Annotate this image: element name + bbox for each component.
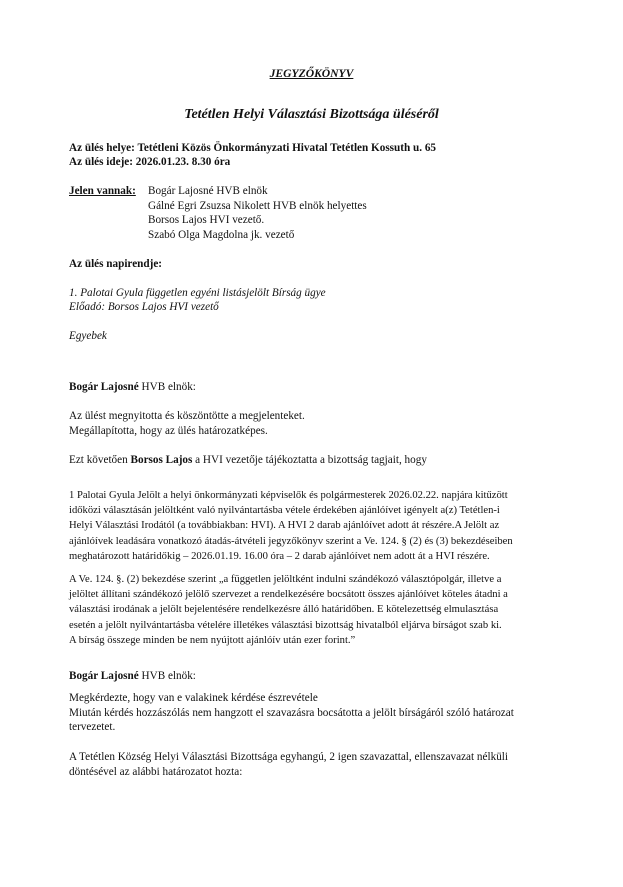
speaker2-heading (69, 669, 196, 684)
inform-post: a HVI vezetője tájékoztatta a bizottság tagjait, hogy (192, 454, 427, 466)
paragraph-line: meghatározott határidőkig – 2026.01.19. 16.00 óra – 2 darab ajánlóívet nem adott át a HVI részére. (69, 550, 490, 562)
speaker2-line: Miután kérdés hozzászólás nem hangzott el szavazásra bocsátotta a jelölt bírságáról szóló határozat (69, 707, 514, 719)
speaker2-role: HVB elnök: (138, 670, 196, 682)
paragraph-line: A bírság összege minden be nem nyújtott ajánlóív után ezer forint.” (69, 634, 356, 646)
speaker2-line: tervezetet. (69, 721, 116, 733)
speaker1-role: HVB elnök: (138, 381, 196, 393)
inform-sentence (69, 453, 427, 468)
paragraph-line: ajánlóívek leadására vonatkozó átadás-átvételi jegyzőkönyv szerint a Ve. 124. § (2) és (3) bekezdéseiben (69, 535, 513, 547)
speaker1-line: Az ülést megnyitotta és köszöntötte a megjelenteket. (69, 410, 305, 422)
paragraph-line: választási irodának a jelölt bejelentésére rendelkezésre álló határidőben. E kötelezettség elmulasztása (69, 604, 499, 616)
present-member: Borsos Lajos HVI vezető. (148, 214, 265, 226)
present-member: Gálné Egri Zsuzsa Nikolett HVB elnök helyettes (148, 200, 367, 212)
paragraph-line: jelöltet állítani szándékozó jelölő szervezet a rendelkezésére bocsátott összes ajánlóívet köteles átadni a (69, 589, 508, 601)
speaker1-heading (69, 380, 196, 395)
agenda-item: 1. Palotai Gyula független egyéni listásjelölt Bírság ügye (69, 287, 326, 299)
present-label: Jelen vannak: (69, 185, 136, 197)
agenda-presenter: Előadó: Borsos Lajos HVI vezető (69, 301, 219, 313)
inform-name: Borsos Lajos (130, 454, 193, 466)
document-title: JEGYZŐKÖNYV (269, 67, 354, 80)
decision-line: A Tetétlen Község Helyi Választási Bizottsága egyhangú, 2 igen szavazattal, ellenszavazat nélküli (69, 751, 508, 763)
inform-pre: Ezt követően (69, 454, 131, 466)
speaker2-line: Megkérdezte, hogy van e valakinek kérdése észrevétele (69, 692, 318, 704)
case-paragraph-1 (69, 488, 557, 564)
document-subtitle: Tetétlen Helyi Választási Bizottsága üléséről (184, 107, 439, 122)
paragraph-line: 1 Palotai Gyula Jelölt a helyi önkormányzati képviselők és polgármesterek 2026.02.22. napjára kitűzött (69, 490, 508, 501)
case-paragraph-2 (69, 572, 557, 648)
paragraph-line: Helyi Választási Irodától (a továbbiakban: HVI). A HVI 2 darab ajánlóívet adott át részére.A Jelölt az (69, 520, 500, 532)
agenda-label: Az ülés napirendje: (69, 258, 163, 270)
speaker1-name: Bogár Lajosné (69, 381, 139, 393)
paragraph-line: időközi választásán jelöltként való nyilvántartásba vétele érdekében ajánlóívet igényelt a(z) Tetétlen-i (69, 505, 500, 517)
meeting-place: Az ülés helye: Tetétleni Közös Önkormányzati Hivatal Tetétlen Kossuth u. 65 (69, 142, 437, 154)
present-member: Szabó Olga Magdolna jk. vezető (148, 229, 295, 241)
speaker1-line: Megállapította, hogy az ülés határozatképes. (69, 425, 268, 437)
agenda-other: Egyebek (69, 330, 107, 342)
paragraph-line: A Ve. 124. §. (2) bekezdése szerint „a független jelöltként indulni szándékozó választópolgár, illetve a (69, 574, 502, 585)
present-member: Bogár Lajosné HVB elnök (148, 185, 268, 197)
paragraph-line: esetén a jelölt nyilvántartásba vételére illetékes választási bizottság hivatalból eljárva bírságot szab ki. (69, 619, 502, 631)
decision-line: döntésével az alábbi határozatot hozta: (69, 766, 243, 778)
speaker2-name: Bogár Lajosné (69, 670, 139, 682)
meeting-time: Az ülés ideje: 2026.01.23. 8.30 óra (69, 156, 231, 168)
